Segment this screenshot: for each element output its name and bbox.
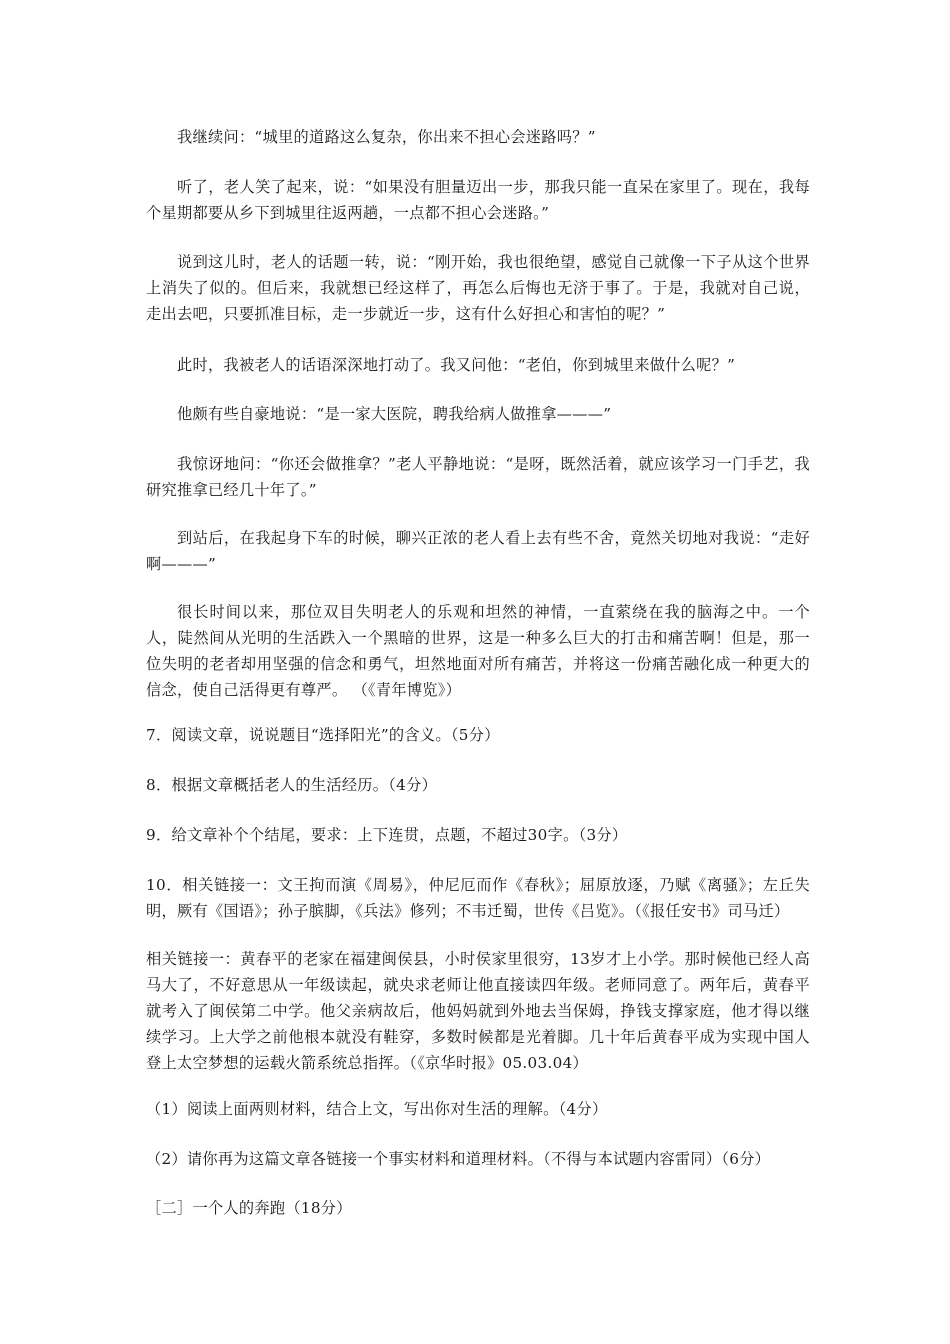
paragraph-3: 说到这儿时，老人的话题一转，说：“刚开始，我也很绝望，感觉自己就像一下子从这个世界上消失了似的。但后来，我就想已经这样了，再怎么后悔也无济于事了。于是，我就对自己说，走出去吧，只要抓准目标，走一步就近一步，这有什么好担心和害怕的呢？” — [146, 253, 810, 323]
paragraph-2: 听了，老人笑了起来，说：“如果没有胆量迈出一步，那我只能一直呆在家里了。现在，我每个星期都要从乡下到城里往返两趟，一点都不担心会迷路。” — [146, 178, 810, 222]
paragraph-6: 我惊讶地问：“你还会做推拿？”老人平静地说：“是呀，既然活着，就应该学习一门手艺，我研究推拿已经几十年了。” — [146, 455, 810, 499]
paragraph-7: 到站后，在我起身下车的时候，聊兴正浓的老人看上去有些不舍，竟然关切地对我说：“走好啊———” — [146, 529, 810, 573]
sub-question-1: （1）阅读上面两则材料，结合上文，写出你对生活的理解。（4分） — [146, 1100, 608, 1118]
sub-question-2: （2）请你再为这篇文章各链接一个事实材料和道理材料。（不得与本试题内容雷同）（6分） — [146, 1150, 771, 1168]
paragraph-1: 我继续问：“城里的道路这么复杂，你出来不担心会迷路吗？” — [177, 128, 596, 146]
question-8: 8．根据文章概括老人的生活经历。（4分） — [146, 776, 438, 794]
paragraph-8: 很长时间以来，那位双目失明老人的乐观和坦然的神情，一直萦绕在我的脑海之中。一个人，陡然间从光明的生活跌入一个黑暗的世界，这是一种多么巨大的打击和痛苦啊！但是，那一位失明的老者却用坚强的信念和勇气，坦然地面对所有痛苦，并将这一份痛苦融化成一种更大的信念，使自己活得更有尊严。 （《青年博览》） — [146, 603, 810, 699]
paragraph-5: 他颇有些自豪地说：“是一家大医院，聘我给病人做推拿———” — [177, 405, 612, 423]
question-9: 9．给文章补个个结尾，要求：上下连贯，点题，不超过30字。（3分） — [146, 826, 628, 844]
section-heading-2: ［二］一个人的奔跑（18分） — [146, 1199, 352, 1217]
paragraph-4: 此时，我被老人的话语深深地打动了。我又问他：“老伯，你到城里来做什么呢？” — [177, 356, 736, 374]
related-link-2: 相关链接一：黄春平的老家在福建闽侯县，小时侯家里很穷，13岁才上小学。那时候他已经人高马大了，不好意思从一年级读起，就央求老师让他直接读四年级。老师同意了。两年后，黄春平就考入了闽侯第二中学。他父亲病故后，他妈妈就到外地去当保姆，挣钱支撑家庭，他才得以继续学习。上大学之前他根本就没有鞋穿，多数时候都是光着脚。几十年后黄春平成为实现中国人登上太空梦想的运载火箭系统总指挥。（《京华时报》05.03.04） — [146, 950, 810, 1072]
question-7: 7．阅读文章，说说题目“选择阳光”的含义。（5分） — [146, 726, 500, 744]
question-10: 10．相关链接一：文王拘而演《周易》，仲尼厄而作《春秋》；屈原放逐，乃赋《离骚》；左丘失明，厥有《国语》；孙子膑脚，《兵法》修列；不韦迁蜀，世传《吕览》。（《报任安书》司马迁） — [146, 876, 810, 920]
